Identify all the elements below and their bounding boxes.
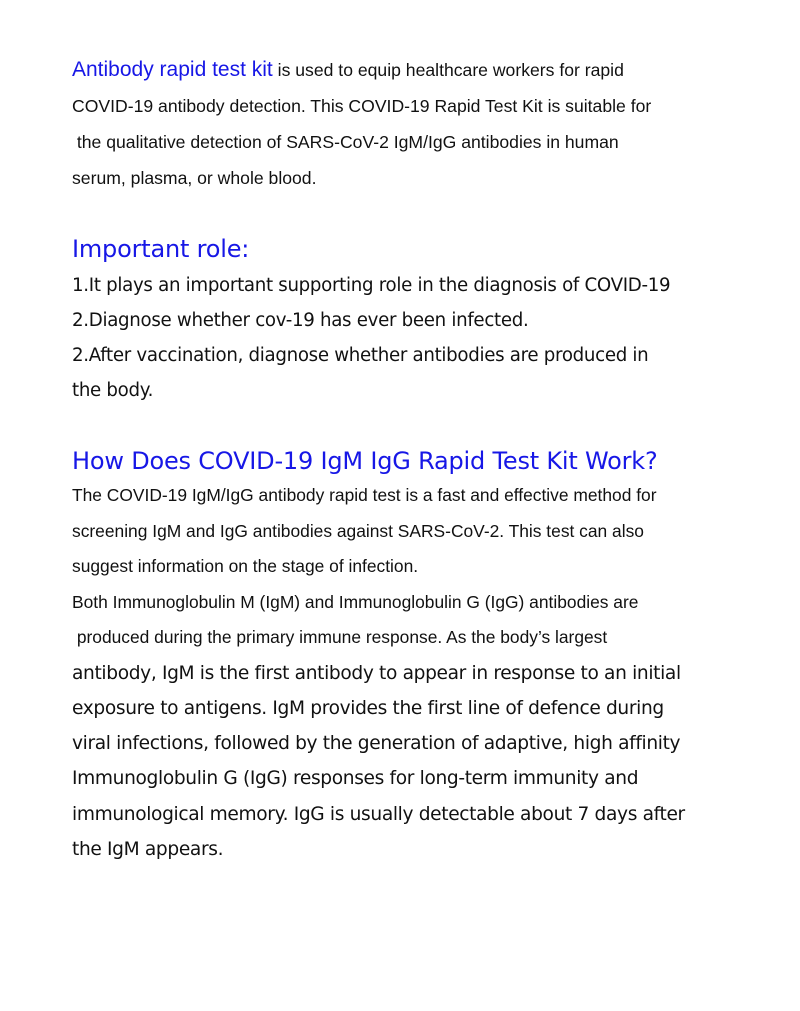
how-p2-line-7: immunological memory. IgG is usually detectable about 7 days after — [72, 803, 685, 825]
intro-line-4: serum, plasma, or whole blood. — [72, 168, 317, 188]
important-role-item-1: 1.It plays an important supporting role in the diagnosis of COVID-19 — [72, 275, 671, 296]
how-p1-line-3: suggest information on the stage of infection. — [72, 556, 419, 576]
how-it-works-body — [72, 478, 762, 867]
document-page — [72, 52, 762, 867]
intro-line-3: the qualitative detection of SARS-CoV-2 IgM/IgG antibodies in human — [72, 132, 619, 152]
intro-line-2: COVID-19 antibody detection. This COVID-19 Rapid Test Kit is suitable for — [72, 96, 652, 116]
intro-line-1-rest: is used to equip healthcare workers for rapid — [272, 60, 624, 80]
how-p2-line-3: antibody, IgM is the first antibody to appear in response to an initial — [72, 662, 681, 684]
important-role-item-3: 2.After vaccination, diagnose whether antibodies are produced in — [72, 345, 649, 366]
how-paragraph-1 — [72, 478, 762, 585]
how-p2-line-2: produced during the primary immune response. As the body’s largest — [72, 627, 608, 647]
intro-paragraph — [72, 52, 762, 196]
how-paragraph-2 — [72, 585, 762, 868]
important-role-item-2: 2.Diagnose whether cov-19 has ever been infected. — [72, 310, 529, 331]
important-role-item-4: the body. — [72, 380, 154, 401]
how-p2-line-8: the IgM appears. — [72, 838, 224, 860]
how-p2-line-1: Both Immunoglobulin M (IgM) and Immunoglobulin G (IgG) antibodies are — [72, 591, 639, 612]
how-p2-line-5: viral infections, followed by the generation of adaptive, high affinity — [72, 733, 681, 755]
how-p2-line-6: Immunoglobulin G (IgG) responses for long-term immunity and — [72, 768, 639, 790]
important-role-heading: Important role: — [72, 235, 250, 263]
how-it-works-heading: How Does COVID-19 IgM IgG Rapid Test Kit Work? — [72, 447, 658, 475]
product-name-highlight: Antibody rapid test kit — [72, 58, 273, 81]
how-p1-line-2: screening IgM and IgG antibodies against SARS-CoV-2. This test can also — [72, 520, 644, 541]
how-p1-line-1: The COVID-19 IgM/IgG antibody rapid test is a fast and effective method for — [72, 485, 657, 505]
how-p2-line-4: exposure to antigens. IgM provides the first line of defence during — [72, 697, 664, 719]
intro-line-1 — [72, 52, 762, 88]
important-role-list — [72, 268, 762, 408]
